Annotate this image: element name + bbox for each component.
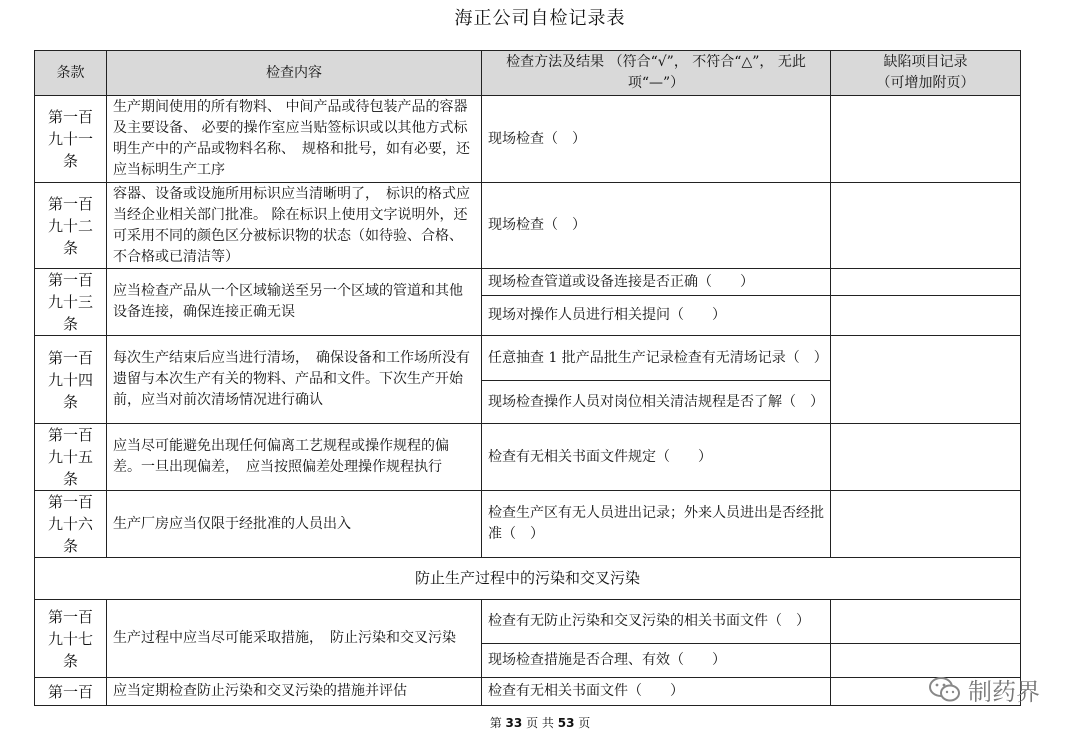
table-row	[35, 183, 1021, 269]
clause-cell: 第一百九十三条	[35, 269, 107, 336]
table-row	[35, 96, 1021, 183]
defect-cell[interactable]	[831, 491, 1021, 558]
header-clause: 条款	[35, 51, 107, 96]
content-cell: 每次生产结束后应当进行清场， 确保设备和工作场所没有遗留与本次生产有关的物料、产品和文件。下次生产开始前，应当对前次清场情况进行确认	[107, 336, 482, 424]
method-cell: 任意抽查 1 批产品批生产记录检查有无清场记录（ ）	[482, 336, 831, 381]
method-cell: 现场检查措施是否合理、有效（ ）	[482, 644, 831, 678]
method-cell: 现场对操作人员进行相关提问（ ）	[482, 296, 831, 336]
footer-suffix: 页	[578, 716, 591, 730]
header-content: 检查内容	[107, 51, 482, 96]
table-row	[35, 678, 1021, 706]
method-cell: 现场检查（ ）	[482, 183, 831, 269]
method-cell: 检查生产区有无人员进出记录；外来人员进出是否经批准（ ）	[482, 491, 831, 558]
header-defect-line2: （可增加附页）	[876, 75, 975, 91]
table-row	[35, 424, 1021, 491]
content-cell: 应当检查产品从一个区域输送至另一个区域的管道和其他设备连接，确保连接正确无误	[107, 269, 482, 336]
watermark-text: 制药界	[968, 678, 1040, 706]
wechat-icon	[928, 675, 962, 705]
content-cell: 应当尽可能避免出现任何偏离工艺规程或操作规程的偏差。一旦出现偏差， 应当按照偏差处理操作规程执行	[107, 424, 482, 491]
section-title: 防止生产过程中的污染和交叉污染	[35, 558, 1021, 600]
method-cell: 现场检查管道或设备连接是否正确（ ）	[482, 269, 831, 296]
inspection-table	[34, 50, 1021, 706]
content-cell: 生产厂房应当仅限于经批准的人员出入	[107, 491, 482, 558]
clause-cell: 第一百九十五条	[35, 424, 107, 491]
header-method: 检查方法及结果 （符合“√”， 不符合“△”， 无此项“—”）	[482, 51, 831, 96]
content-cell: 生产过程中应当尽可能采取措施， 防止污染和交叉污染	[107, 600, 482, 678]
content-cell: 容器、设备或设施所用标识应当清晰明了， 标识的格式应当经企业相关部门批准。 除在标识上使用文字说明外，还可采用不同的颜色区分被标识物的状态（如待验、合格、不合格或已清洁等）	[107, 183, 482, 269]
defect-cell[interactable]	[831, 600, 1021, 644]
defect-cell[interactable]	[831, 183, 1021, 269]
defect-cell[interactable]	[831, 296, 1021, 336]
defect-cell[interactable]	[831, 336, 1021, 424]
header-defect	[831, 51, 1021, 96]
header-defect-line1: 缺陷项目记录	[883, 54, 968, 70]
clause-cell: 第一百	[35, 678, 107, 706]
section-row	[35, 558, 1021, 600]
method-cell: 现场检查（ ）	[482, 96, 831, 183]
footer-page-number: 33	[505, 716, 523, 730]
defect-cell[interactable]	[831, 269, 1021, 296]
page-footer	[0, 714, 1080, 731]
defect-cell[interactable]	[831, 96, 1021, 183]
method-cell: 检查有无相关书面文件（ ）	[482, 678, 831, 706]
footer-page-total: 53	[557, 716, 575, 730]
method-cell: 检查有无相关书面文件规定（ ）	[482, 424, 831, 491]
footer-mid: 页 共	[526, 716, 554, 730]
clause-cell: 第一百九十二条	[35, 183, 107, 269]
defect-cell[interactable]	[831, 424, 1021, 491]
content-cell: 应当定期检查防止污染和交叉污染的措施并评估	[107, 678, 482, 706]
page-title: 海正公司自检记录表	[454, 8, 626, 29]
table-row	[35, 600, 1021, 644]
method-cell: 现场检查操作人员对岗位相关清洁规程是否了解（ ）	[482, 381, 831, 424]
footer-prefix: 第	[489, 716, 502, 730]
table-row	[35, 336, 1021, 381]
watermark	[928, 672, 1040, 707]
table-header-row	[35, 51, 1021, 96]
method-cell: 检查有无防止污染和交叉污染的相关书面文件（ ）	[482, 600, 831, 644]
table-row	[35, 269, 1021, 296]
clause-cell: 第一百九十七条	[35, 600, 107, 678]
table-row	[35, 491, 1021, 558]
content-cell: 生产期间使用的所有物料、 中间产品或待包装产品的容器及主要设备、 必要的操作室应当贴签标识或以其他方式标明生产中的产品或物料名称、 规格和批号，如有必要，还应当标明生产工序	[107, 96, 482, 183]
clause-cell: 第一百九十四条	[35, 336, 107, 424]
clause-cell: 第一百九十六条	[35, 491, 107, 558]
clause-cell: 第一百九十一条	[35, 96, 107, 183]
